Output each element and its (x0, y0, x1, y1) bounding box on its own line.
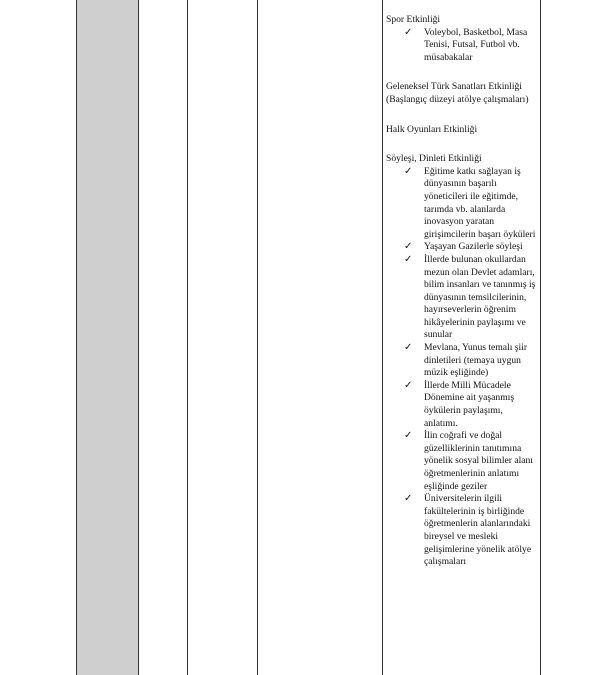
list-item (404, 27, 536, 65)
list-item (404, 380, 536, 430)
check-icon: ✓ (404, 493, 413, 505)
list-item-text: İlin coğrafi ve doğal güzelliklerinin tanıtımına yönelik sosyal bilimler alanı öğretmenlerinin anlatımı eşliğinde geziler (424, 430, 533, 492)
section-title-talks: Söyleşi, Dinleti Etkinliği (386, 153, 482, 165)
list-item (404, 254, 536, 342)
table-column-shaded (77, 0, 139, 675)
table-column (139, 0, 188, 675)
list-item (404, 166, 536, 242)
list-item-text: Yaşayan Gazilerle söyleşi (424, 241, 523, 253)
list-item-text: Üniversitelerin ilgili fakültelerinin iş birliğinde öğretmenlerin alanlarındaki bireysel ve mesleki gelişimlerine yönelik atölye çalışmaları (424, 493, 532, 568)
check-icon: ✓ (404, 165, 413, 177)
list-item (404, 430, 536, 493)
check-icon: ✓ (404, 342, 413, 354)
talks-list (386, 166, 536, 569)
sport-list (386, 27, 536, 65)
list-item (404, 342, 536, 380)
list-item-text: Voleybol, Basketbol, Masa Tenisi, Futsal, Futbol vb. müsabakalar (424, 26, 528, 63)
list-item-text: Eğitime katkı sağlayan iş dünyasının başarılı yöneticileri ile eğitimde, tarımda vb. alanlarda inovasyon yaratan girişimcilerin başarı öyküleri (424, 165, 536, 240)
activities-cell (386, 14, 536, 569)
section-title-folk-dance: Halk Oyunları Etkinliği (386, 123, 478, 135)
check-icon: ✓ (404, 241, 413, 253)
check-icon: ✓ (404, 379, 413, 391)
list-item (404, 493, 536, 569)
section-title-sport: Spor Etkinliği (386, 14, 441, 25)
list-item-text: İllerde Milli Mücadele Dönemine ait yaşanmış öykülerin paylaşımı, anlatımı. (424, 379, 515, 429)
section-title-traditional-arts: Geleneksel Türk Sanatları Etkinliği (386, 81, 522, 93)
check-icon: ✓ (404, 253, 413, 265)
list-item-text: Mevlana, Yunus temalı şiir dinletileri (temaya uygun müzik eşliğinde) (424, 342, 528, 379)
check-icon: ✓ (404, 430, 413, 442)
check-icon: ✓ (404, 26, 413, 38)
list-item-text: İllerde bulunan okullardan mezun olan Devlet adamları, bilim insanları ve tanınmış iş dünyasının temsilcilerinin, hayırseverlerin öğrenim hikâyelerinin paylaşımı ve sunular (424, 253, 536, 341)
table-column (188, 0, 258, 675)
table-column (258, 0, 383, 675)
list-item (404, 241, 536, 254)
section-subtitle: (Başlangıç düzeyi atölye çalışmaları) (386, 93, 529, 105)
